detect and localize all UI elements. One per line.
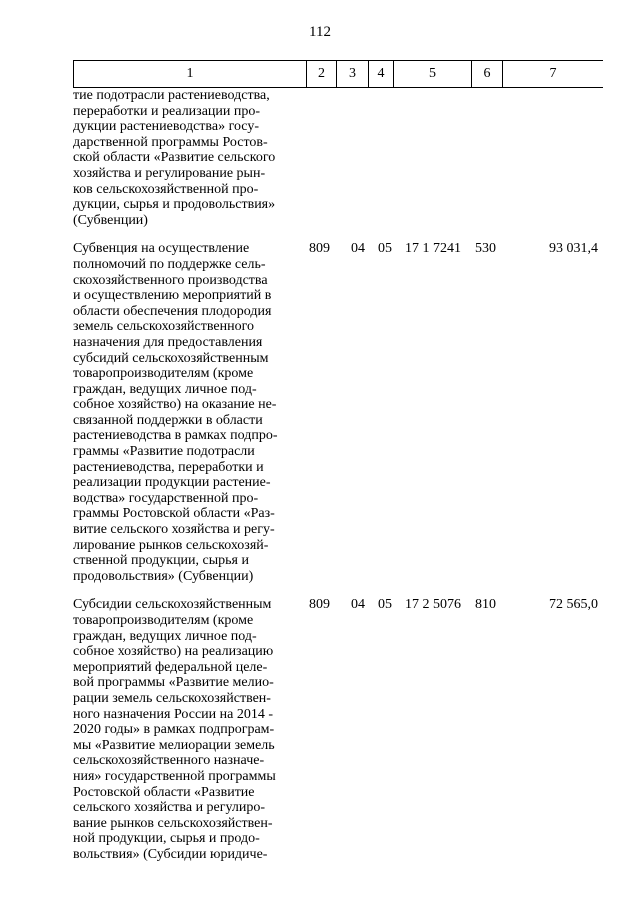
- row-subsection-code: 05: [378, 597, 392, 613]
- row-subsection-code: 05: [378, 241, 392, 257]
- row-description: тие подотрасли растениеводства, переработки и реализации про- дукции растениеводства» госу- дарственной программы Ростов- ской области «Развитие сельского хозяйства и регулирование рын- ков сельскохозяйственной про- дукции, сырья и продовольствия» (Субвенции): [73, 88, 276, 228]
- row-target-article: [397, 88, 473, 228]
- row-expense-type: 810: [475, 597, 496, 613]
- row-section-code: 04: [351, 241, 365, 257]
- row-target-article: 17 1 7241: [405, 241, 461, 257]
- table-row: [73, 597, 603, 862]
- row-description: Субсидии сельскохозяйственным товаропроизводителям (кроме граждан, ведущих личное под- собное хозяйство) на реализацию мероприятий федеральной целе- вой программы «Развитие мелио- рации земель сельскохозяйствен- ного назначения России на 2014 - 2020 годы» в рамках подпрограм- мы «Развитие мелиорации земель сельскохозяйственного назначе- ния» государственной программы Ростовской области «Развитие сельского хозяйства и регулиро- вание рынков сельскохозяйствен- ной продукции, сырья и продо- вольствия» (Субсидии юридиче-: [73, 597, 276, 862]
- row-expense-type: 530: [475, 241, 496, 257]
- row-amount: 93 031,4: [549, 241, 598, 257]
- row-expense-type: [473, 88, 513, 228]
- row-ministry-code: 809: [309, 241, 330, 257]
- column-header-5: 5: [394, 61, 472, 87]
- column-header-2: 2: [307, 61, 337, 87]
- table-row: [73, 241, 603, 584]
- column-header-7: 7: [549, 66, 557, 81]
- table-body: [73, 88, 603, 876]
- row-section-code: [343, 88, 373, 228]
- row-ministry-code: 809: [309, 597, 330, 613]
- row-amount: 72 565,0: [549, 597, 598, 613]
- table-header: [73, 60, 603, 88]
- page-number: 112: [309, 24, 331, 40]
- row-section-code: 04: [351, 597, 365, 613]
- row-target-article: 17 2 5076: [405, 597, 461, 613]
- row-subsection-code: [373, 88, 397, 228]
- row-amount: [513, 88, 603, 228]
- column-header-4: 4: [369, 61, 394, 87]
- table-row: [73, 88, 603, 228]
- row-ministry-code: [307, 88, 343, 228]
- row-description: Субвенция на осуществление полномочий по поддержке сель- скохозяйственного производства и осуществлению мероприятий в области обеспечения плодородия земель сельскохозяйственного назначения для предоставления субсидий сельскохозяйственным товаропроизводителям (кроме граждан, ведущих личное под- собное хозяйство) на оказание не- связанной поддержки в области растениеводства в рамках подпро- граммы «Развитие подотрасли растениеводства, переработки и реализации продукции растение- водства» государственной про- граммы Ростовской области «Раз- витие сельского хозяйства и регу- лирование рынков сельскохозяй- ственной продукции, сырья и продовольствия» (Субвенции): [73, 241, 278, 584]
- column-header-3: 3: [337, 61, 369, 87]
- column-header-6: 6: [472, 61, 503, 87]
- column-header-1: 1: [73, 61, 307, 87]
